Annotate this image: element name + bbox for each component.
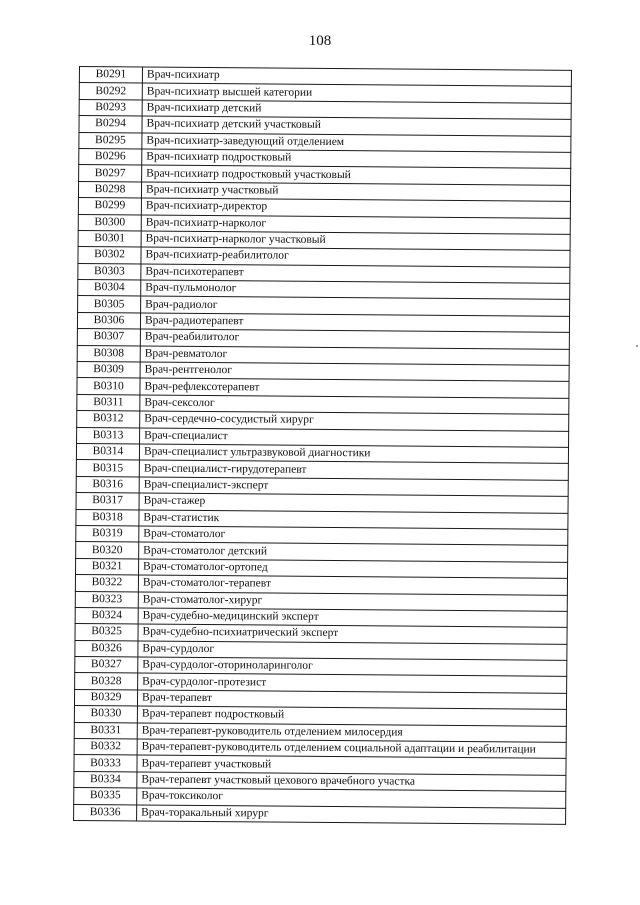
code-cell: B0324	[75, 607, 138, 624]
title-cell: Врач-радиотерапевт	[140, 313, 569, 333]
title-cell: Врач-специалист-гирудотерапевт	[139, 460, 568, 480]
code-cell: B0327	[75, 657, 138, 674]
title-cell: Врач-психиатр-директор	[141, 198, 570, 218]
code-cell: B0330	[74, 706, 137, 723]
code-cell: B0335	[74, 788, 137, 805]
title-cell: Врач-стоматолог-терапевт	[138, 575, 567, 595]
title-cell: Врач-сексолог	[140, 395, 569, 415]
code-cell: B0292	[79, 83, 142, 100]
title-cell: Врач-терапевт участковый цехового врачебного участка	[137, 772, 566, 792]
title-cell: Врач-психиатр-реабилитолог	[141, 247, 570, 267]
title-cell: Врач-стоматолог детский	[139, 542, 568, 562]
title-cell: Врач-токсиколог	[137, 788, 566, 808]
code-cell: B0308	[77, 345, 140, 362]
code-cell: B0302	[78, 247, 141, 264]
title-cell: Врач-стоматолог-хирург	[138, 591, 567, 611]
code-cell: B0306	[77, 312, 140, 329]
code-cell: B0317	[76, 493, 139, 510]
title-cell: Врач-психотерапевт	[141, 264, 570, 284]
code-cell: B0304	[78, 280, 141, 297]
title-cell: Врач-стоматолог-ортопед	[139, 559, 568, 579]
title-cell: Врач-сурдолог-протезист	[138, 673, 567, 693]
title-cell: Врач-рентгенолог	[140, 362, 569, 382]
code-cell: B0321	[76, 558, 139, 575]
title-cell: Врач-психиатр-заведующий отделением	[142, 133, 571, 153]
title-cell: Врач-психиатр-нарколог участковый	[141, 231, 570, 251]
title-cell: Врач-психиатр	[142, 67, 571, 87]
title-cell: Врач-торакальный хирург	[137, 805, 566, 825]
title-cell: Врач-реабилитолог	[140, 329, 569, 349]
title-cell: Врач-специалист ультразвуковой диагностики	[139, 444, 568, 464]
title-cell: Врач-психиатр подростковый участковый	[142, 165, 571, 185]
title-cell: Врач-рефлексотерапевт	[140, 378, 569, 398]
title-cell: Врач-статистик	[139, 510, 568, 530]
code-cell: B0320	[76, 542, 139, 559]
title-cell: Врач-психиатр детский участковый	[142, 116, 571, 136]
title-cell: Врач-терапевт участковый	[137, 755, 566, 775]
title-cell: Врач-сурдолог	[138, 641, 567, 661]
code-cell: B0300	[78, 214, 141, 231]
title-cell: Врач-специалист	[140, 428, 569, 448]
code-cell: B0319	[76, 525, 139, 542]
code-cell: B0310	[77, 378, 140, 395]
code-cell: B0313	[77, 427, 140, 444]
code-cell: B0329	[74, 689, 137, 706]
title-cell: Врач-терапевт	[137, 690, 566, 710]
code-cell: B0333	[74, 755, 137, 772]
title-cell: Врач-радиолог	[141, 296, 570, 316]
code-cell: B0336	[74, 804, 137, 821]
code-cell: B0296	[79, 148, 142, 165]
table-row	[74, 804, 566, 824]
code-cell: B0332	[74, 738, 137, 755]
code-cell: B0326	[75, 640, 138, 657]
title-cell: Врач-ревматолог	[140, 346, 569, 366]
title-cell: Врач-терапевт подростковый	[137, 706, 566, 726]
code-cell: B0312	[77, 411, 140, 428]
title-cell: Врач-пульмонолог	[141, 280, 570, 300]
title-cell: Врач-психиатр высшей категории	[142, 83, 571, 103]
title-cell: Врач-стоматолог	[139, 526, 568, 546]
code-cell: B0293	[79, 99, 142, 116]
code-cell: B0298	[78, 181, 141, 198]
title-cell: Врач-судебно-психиатрический эксперт	[138, 624, 567, 644]
code-cell: B0328	[75, 673, 138, 690]
title-cell: Врач-психиатр-нарколог	[141, 215, 570, 235]
title-cell: Врач-специалист-эксперт	[139, 477, 568, 497]
title-cell: Врач-терапевт-руководитель отделением милосердия	[137, 723, 566, 743]
page-number: 108	[308, 33, 332, 49]
code-cell: B0307	[77, 329, 140, 346]
code-cell: B0315	[76, 460, 139, 477]
code-cell: B0314	[76, 443, 139, 460]
code-cell: B0294	[79, 116, 142, 133]
title-cell: Врач-судебно-медицинский эксперт	[138, 608, 567, 628]
title-cell: Врач-психиатр подростковый	[142, 149, 571, 169]
code-cell: B0305	[78, 296, 141, 313]
code-cell: B0316	[76, 476, 139, 493]
code-cell: B0301	[78, 230, 141, 247]
title-cell: Врач-терапевт-руководитель отделением социальной адаптации и реабилитации	[137, 739, 566, 759]
code-cell: B0297	[79, 165, 142, 182]
code-cell: B0299	[78, 198, 141, 215]
title-cell: Врач-психиатр участковый	[141, 182, 570, 202]
code-cell: B0334	[74, 771, 137, 788]
occupation-codes-table	[73, 66, 572, 825]
scan-speck	[636, 345, 638, 347]
code-cell: B0323	[75, 591, 138, 608]
title-cell: Врач-стажер	[139, 493, 568, 513]
table-body	[74, 67, 572, 825]
code-cell: B0325	[75, 624, 138, 641]
title-cell: Врач-сурдолог-оториноларинголог	[138, 657, 567, 677]
code-cell: B0303	[78, 263, 141, 280]
code-cell: B0331	[74, 722, 137, 739]
code-cell: B0311	[77, 394, 140, 411]
title-cell: Врач-сердечно-сосудистый хирург	[140, 411, 569, 431]
code-cell: B0291	[79, 67, 142, 84]
title-cell: Врач-психиатр детский	[142, 100, 571, 120]
code-cell: B0322	[75, 575, 138, 592]
code-cell: B0295	[79, 132, 142, 149]
code-cell: B0318	[76, 509, 139, 526]
code-cell: B0309	[77, 362, 140, 379]
